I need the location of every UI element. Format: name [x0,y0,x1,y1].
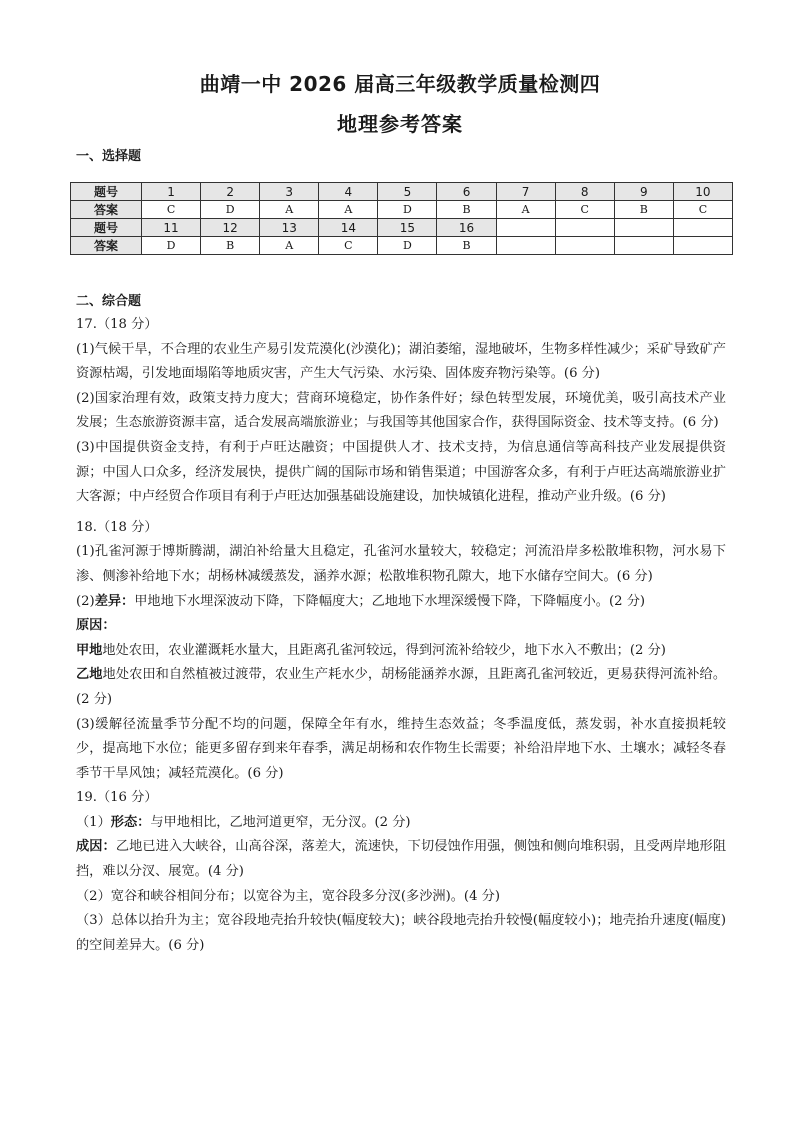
empty-cell [614,237,673,255]
question-number: 15 [378,219,437,237]
page-title: 曲靖一中 2026 届高三年级教学质量检测四 [199,72,601,96]
answer-cell: D [142,237,201,255]
answer-cell: A [319,201,378,219]
section-heading-comprehensive: 二、综合题 [76,294,142,309]
answer-cell: A [260,201,319,219]
q18-answer-2 [76,590,726,615]
answer-cell: A [496,201,555,219]
answer-cell: B [437,201,496,219]
empty-cell [614,219,673,237]
cause-text: 乙地已进入大峡谷，山高谷深，落差大，流速快，下切侵蚀作用强，侧蚀和侧向堆积弱，且受两岸地形阻挡，难以分汊、展宽。(4 分) [76,839,727,880]
empty-cell [673,219,732,237]
empty-cell [496,237,555,255]
table-row [71,183,733,201]
q19-answer-2: （2）宽谷和峡谷相间分布；以宽谷为主，宽谷段多分汊(多沙洲)。(4 分) [76,888,500,904]
q19-answer-1 [76,811,726,836]
q17-answer-2: (2)国家治理有效，政策支持力度大；营商环境稳定，协作条件好；绿色转型发展，环境优美，吸引高技术产业发展；生态旅游资源丰富，适合发展高端旅游业；与我国等其他国家合作，获得国际资金、技术等支持。(6 分) [76,390,726,431]
q18-jia [76,639,726,664]
answer-cell: B [201,237,260,255]
answer-table [70,182,733,255]
question-number: 13 [260,219,319,237]
comprehensive-answers [76,313,726,958]
answer-cell: B [614,201,673,219]
answer-cell: C [142,201,201,219]
question-number: 11 [142,219,201,237]
form-text: 与甲地相比，乙地河道更窄，无分汊。(2 分) [150,814,411,830]
question-number: 14 [319,219,378,237]
q17-answer-3: (3)中国提供资金支持，有利于卢旺达融资；中国提供人才、技术支持，为信息通信等高科技产业发展提供资源；中国人口众多，经济发展快，提供广阔的国际市场和销售渠道；中国游客众多，有利于卢旺达高端旅游业扩大客源；中卢经贸合作项目有利于卢旺达加强基础设施建设，加快城镇化进程，推动产业升级。(6 分) [76,439,726,505]
row-label: 答案 [71,201,142,219]
question-18-heading: 18.（18 分） [76,519,158,535]
answer-cell: A [260,237,319,255]
difference-label: 差异： [94,593,135,609]
q18-answer-1: (1)孔雀河源于博斯腾湖，湖泊补给量大且稳定，孔雀河水量较大，较稳定；河流沿岸多松散堆积物，河水易下渗、侧渗补给地下水；胡杨林减缓蒸发，涵养水源；松散堆积物孔隙大，地下水储存空间大。(6 分) [76,544,726,584]
q19-answer-3: （3）总体以抬升为主；宽谷段地壳抬升较快(幅度较大)；峡谷段地壳抬升较慢(幅度较小)；地壳抬升速度(幅度)的空间差异大。(6 分) [76,913,726,953]
answer-cell: D [201,201,260,219]
yi-text: 地处农田和自然植被过渡带，农业生产耗水少，胡杨能涵养水源，且距离孔雀河较近，更易获得河流补给。(2 分) [76,667,727,707]
q18-reason [76,614,726,639]
row-label: 答案 [71,237,142,255]
q19-part1-prefix: （1） [76,814,111,830]
question-number: 8 [555,183,614,201]
row-label: 题号 [71,219,142,237]
answer-cell: C [555,201,614,219]
question-number: 9 [614,183,673,201]
question-number: 16 [437,219,496,237]
answer-cell: B [437,237,496,255]
empty-cell [555,219,614,237]
section-heading-choice: 一、选择题 [76,149,142,164]
answer-cell: D [378,201,437,219]
answer-cell: D [378,237,437,255]
table-row [71,237,733,255]
reason-label: 原因： [76,618,116,634]
q18-answer-3: (3)缓解径流量季节分配不均的问题，保障全年有水，维持生态效益；冬季温度低，蒸发弱，补水直接损耗较少，提高地下水位；能更多留存到来年春季，满足胡杨和农作物生长需要；补给沿岸地下水、土壤水；减轻冬春季节干旱风蚀；减轻荒漠化。(6 分) [76,716,726,781]
empty-cell [673,237,732,255]
form-label: 形态： [110,814,151,830]
answer-cell: C [673,201,732,219]
jia-text: 地处农田，农业灌溉耗水量大，且距离孔雀河较远，得到河流补给较少，地下水入不敷出；(2 分) [102,642,666,658]
table-row [71,219,733,237]
row-label: 题号 [71,183,142,201]
q18-part2-prefix: (2) [76,593,95,609]
q18-yi [76,663,726,712]
page-subtitle: 地理参考答案 [337,112,463,136]
question-19-heading: 19.（16 分） [76,790,158,806]
question-number: 4 [319,183,378,201]
yi-label: 乙地 [76,667,103,683]
question-number: 7 [496,183,555,201]
question-number: 12 [201,219,260,237]
q17-answer-1: (1)气候干旱，不合理的农业生产易引发荒漠化(沙漠化)；湖泊萎缩，湿地破坏，生物多样性减少；采矿导致矿产资源枯竭，引发地面塌陷等地质灾害，产生大气污染、水污染、固体废弃物污染等。(6 分) [76,341,726,382]
q19-cause [76,835,726,884]
difference-text: 甲地地下水埋深波动下降，下降幅度大；乙地地下水埋深缓慢下降，下降幅度小。(2 分) [134,593,646,609]
jia-label: 甲地 [76,642,103,658]
question-number: 10 [673,183,732,201]
question-number: 3 [260,183,319,201]
question-17-heading: 17.（18 分） [76,317,158,332]
question-number: 2 [201,183,260,201]
table-row [71,201,733,219]
empty-cell [555,237,614,255]
empty-cell [496,219,555,237]
answer-cell: C [319,237,378,255]
question-number: 5 [378,183,437,201]
question-number: 6 [437,183,496,201]
cause-label: 成因： [76,839,116,855]
question-number: 1 [142,183,201,201]
